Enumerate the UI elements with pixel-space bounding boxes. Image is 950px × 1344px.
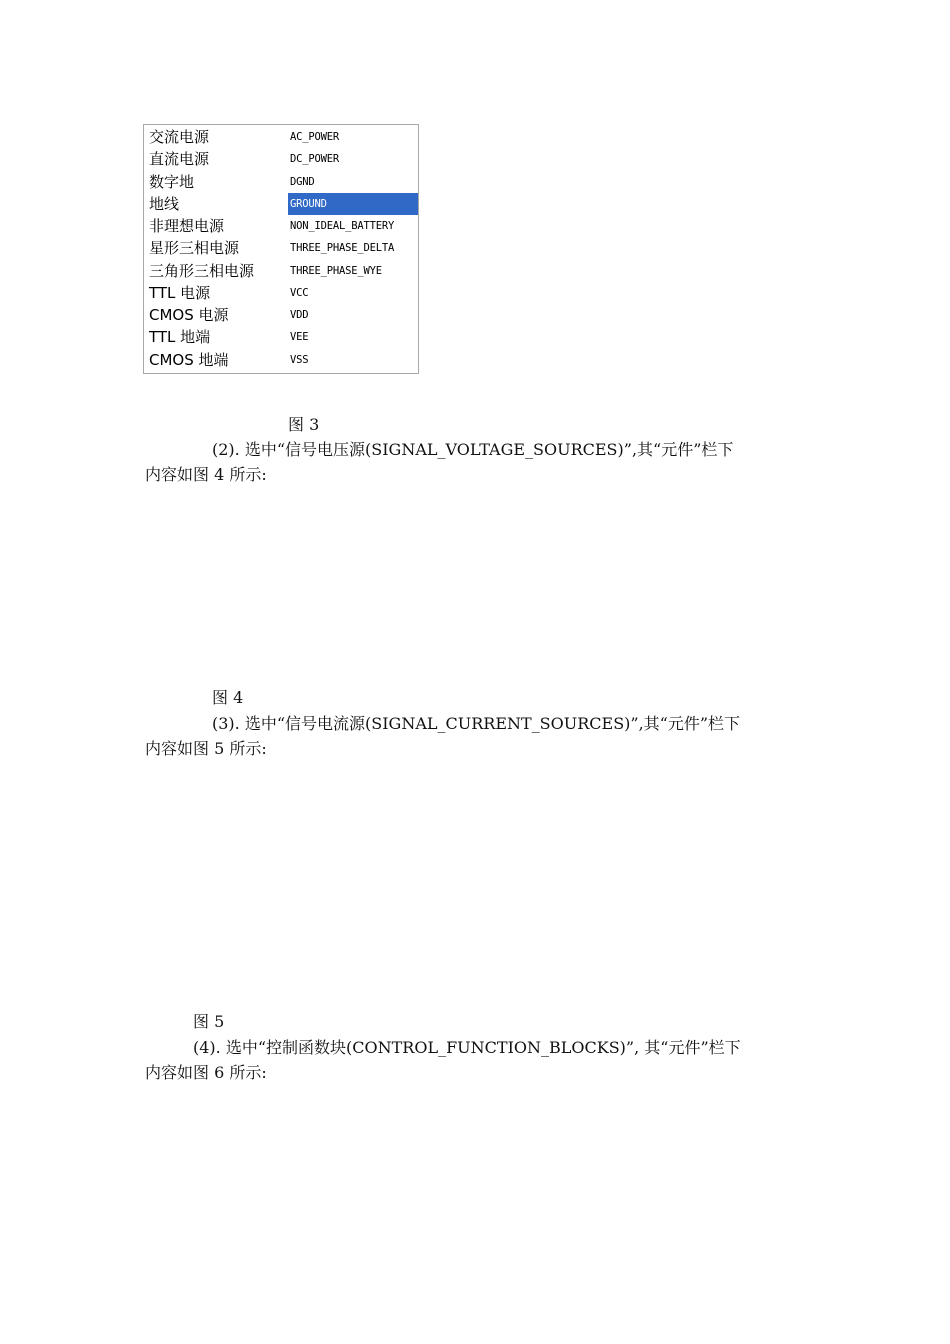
list-item[interactable]	[144, 349, 418, 371]
component-cn-name: 星形三相电源	[149, 239, 240, 257]
component-en-name: THREE_PHASE_WYE	[290, 265, 382, 277]
list-item-selected[interactable]	[144, 193, 418, 215]
figure-5-area	[145, 764, 810, 1009]
list-item[interactable]	[144, 282, 418, 304]
component-en-name: THREE_PHASE_DELTA	[290, 242, 395, 254]
figure-5-caption: 图 5	[193, 1012, 225, 1031]
component-cn-name: 三角形三相电源	[149, 262, 255, 280]
component-en-name: VDD	[290, 309, 309, 321]
section-4-paragraph	[145, 1035, 810, 1085]
list-item[interactable]	[144, 260, 418, 282]
list-item[interactable]	[144, 171, 418, 193]
section-2-paragraph	[145, 437, 810, 487]
component-en-name: VSS	[290, 354, 309, 366]
component-cn-name: 数字地	[149, 173, 195, 191]
section-4-line-1: (4). 选中“控制函数块(CONTROL_FUNCTION_BLOCKS)”, 其“元件”栏下	[193, 1038, 741, 1057]
component-list-figure-3	[143, 124, 419, 374]
figure-4-area	[145, 490, 810, 685]
figure-4-caption: 图 4	[212, 688, 244, 707]
figure-3-caption: 图 3	[288, 415, 320, 434]
component-en-name: NON_IDEAL_BATTERY	[290, 220, 395, 232]
list-item[interactable]	[144, 126, 418, 148]
component-cn-name: 直流电源	[149, 150, 210, 168]
component-en-name: DGND	[290, 176, 315, 188]
component-cn-name: 地线	[149, 195, 180, 213]
list-item[interactable]	[144, 148, 418, 170]
section-3-paragraph	[145, 711, 810, 761]
component-cn-name: 交流电源	[149, 128, 210, 146]
component-en-name: DC_POWER	[290, 153, 339, 165]
list-item[interactable]	[144, 237, 418, 259]
list-item[interactable]	[144, 304, 418, 326]
section-4-line-2: 内容如图 6 所示:	[145, 1063, 267, 1082]
list-item[interactable]	[144, 215, 418, 237]
component-cn-name: TTL 电源	[149, 284, 211, 302]
component-en-name: AC_POWER	[290, 131, 339, 143]
section-2-line-2: 内容如图 4 所示:	[145, 465, 267, 484]
component-cn-name: 非理想电源	[149, 217, 225, 235]
component-cn-name: CMOS 地端	[149, 351, 229, 369]
section-3-line-1: (3). 选中“信号电流源(SIGNAL_CURRENT_SOURCES)”,其“元件”栏下	[212, 714, 741, 733]
component-en-name: VEE	[290, 331, 309, 343]
list-item[interactable]	[144, 326, 418, 348]
section-3-line-2: 内容如图 5 所示:	[145, 739, 267, 758]
component-cn-name: CMOS 电源	[149, 306, 229, 324]
component-cn-name: TTL 地端	[149, 328, 211, 346]
component-en-name: VCC	[290, 287, 309, 299]
section-2-line-1: (2). 选中“信号电压源(SIGNAL_VOLTAGE_SOURCES)”,其“元件”栏下	[212, 440, 734, 459]
component-en-name: GROUND	[288, 193, 418, 215]
